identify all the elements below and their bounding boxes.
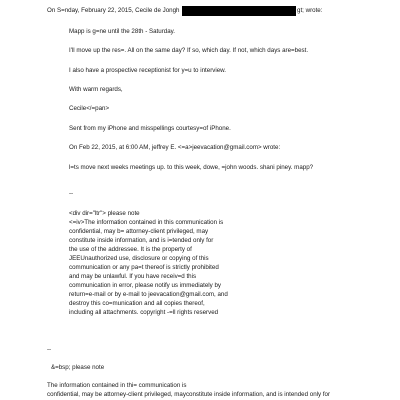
notice-line: the use of the addressee. It is the property of	[69, 246, 192, 253]
footer-line: confidential, may be attorney-client privileged, mayconstitute inside information, and is intended only for	[47, 391, 331, 398]
notice-line: constitute inside information, and is i=tended only for	[69, 237, 214, 244]
footer-note: &=bsp; please note	[51, 364, 105, 371]
reply-line: Sent from my iPhone and misspellings courtesy=of iPhone.	[69, 125, 231, 132]
notice-line: JEEUnauthorized use, disclosure or copying of this	[69, 255, 209, 262]
notice-line: communication in error, please notify us immediately by	[69, 282, 222, 289]
reply-line: I also have a prospective receptionist for y=u to interview.	[69, 67, 227, 74]
notice-line: destroy this co=munication and all copies thereof,	[69, 300, 205, 307]
notice-title: <div dir="ltr"> please note	[69, 210, 140, 217]
reply-line: With warm regards,	[69, 86, 123, 93]
header-suffix: gt; wrote:	[297, 7, 323, 14]
notice-line: confidential, may b= attorney-client privileged, may	[69, 228, 209, 235]
notice-line: return=e-mail or by e-mail to jeevacation@gmail.com, and	[69, 291, 228, 298]
notice-line: communication or any pa=t thereof is strictly prohibited	[69, 264, 219, 271]
notice-line: <=iv>The information contained in this communication is	[69, 219, 224, 226]
footer-line: The information contained in thi= communication is	[47, 382, 187, 389]
quoted-header: On Feb 22, 2015, at 6:00 AM, jeffrey E. <=a>jeevacation@gmail.com> wrote:	[69, 144, 281, 151]
reply-line: I'll move up the res=. All on the same day? If so, which day. If not, which days are=best.	[69, 47, 309, 54]
notice-line: including all attachments. copyright -=ll rights reserved	[69, 309, 219, 316]
quoted-body: l=ts move next weeks meetings up. to this week, dowe, =john woods. shani piney. mapp?	[69, 164, 314, 171]
notice-line: and may be unlawful. If you have receiv=d this	[69, 273, 197, 280]
redaction-block	[182, 6, 296, 16]
quoted-separator: --	[69, 190, 74, 197]
reply-line: Mapp is g=ne until the 28th - Saturday.	[69, 28, 175, 35]
footer-separator: --	[47, 346, 52, 353]
header-prefix: On S=nday, February 22, 2015, Cecile de Jongh	[47, 7, 180, 14]
reply-line: Cecile</=pan>	[69, 105, 110, 112]
